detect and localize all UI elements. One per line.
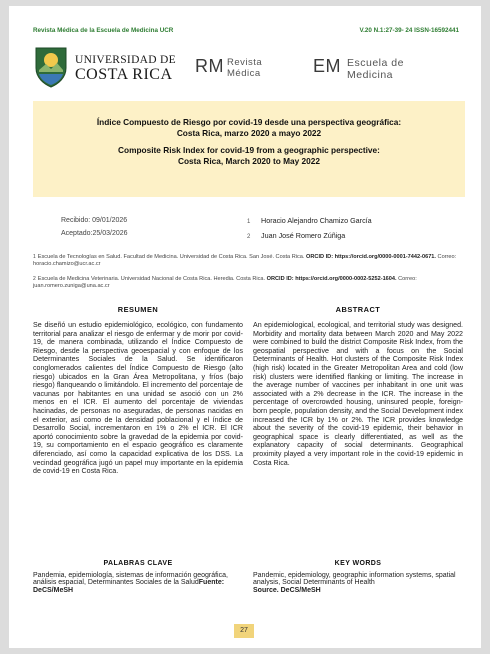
affiliation-orcid[interactable]: ORCID ID: https://orcid.org/0000-0002-5252-1604. xyxy=(266,276,397,282)
author-item xyxy=(247,229,372,244)
resumen-section xyxy=(33,305,243,476)
keywords-body: Pandemic, epidemiology, geographic information systems, spatial analysis, Social Determinants of Health xyxy=(253,572,456,587)
affiliation-email[interactable]: Correo: horacio.chamizo@ucr.ac.cr xyxy=(33,254,457,268)
page-number: 27 xyxy=(234,624,254,638)
title-band xyxy=(33,101,465,197)
journal-citation: V.20 N.1:27-39- 24 ISSN-16592441 xyxy=(359,27,459,34)
palabras-clave-section xyxy=(33,560,243,594)
submission-dates xyxy=(61,214,128,240)
journal-name: Revista Médica de la Escuela de Medicina UCR xyxy=(33,27,174,34)
palabras-clave-text: Pandemia, epidemiología, sistemas de información geográfica, análisis espacial, Determinantes Sociales de la Salud xyxy=(33,572,228,587)
escuela-medicina-logo xyxy=(313,56,423,88)
author-number: 2 xyxy=(247,234,251,240)
ucr-logo-line1: UNIVERSIDAD DE xyxy=(75,54,176,66)
affiliation-email[interactable]: Correo: juan.romero.zuniga@una.ac.cr xyxy=(33,276,417,290)
title-en-line1: Composite Risk Index for covid-19 from a geographic perspective: xyxy=(118,145,380,155)
title-es-line2: Costa Rica, marzo 2020 a mayo 2022 xyxy=(176,128,322,138)
received-date: Recibido: 09/01/2026 xyxy=(61,217,128,224)
keywords-section xyxy=(253,560,463,594)
resumen-heading: RESUMEN xyxy=(117,305,159,314)
palabras-clave-source: Fuente: DeCS/MeSH xyxy=(33,579,225,594)
keywords-source: Source. DeCS/MeSH xyxy=(253,586,321,594)
affiliation-1 xyxy=(33,254,465,269)
title-spanish xyxy=(33,117,465,139)
article-page xyxy=(9,6,481,648)
author-number: 1 xyxy=(247,219,251,225)
keywords-heading: KEY WORDS xyxy=(334,560,382,567)
title-english xyxy=(33,145,465,167)
em-line1: Escuela de xyxy=(347,57,404,69)
abstract-section xyxy=(253,305,463,467)
affiliation-text: Escuela de Tecnologías en Salud. Facultad de Medicina. Universidad de Costa Rica. San José. Costa Rica. xyxy=(37,254,305,260)
palabras-clave-heading: PALABRAS CLAVE xyxy=(103,560,173,567)
rm-line2: Médica xyxy=(227,68,261,79)
abstract-body: An epidemiological, ecological, and territorial study was designed. Morbidity and mortality data between March 2020 and May 2022 were combined to build the district Composite Risk Index, from the geospatial perspective and with a focus on the Social Determinants of Health. Hot clusters of the Composite Risk Index (high risk) located in the Greater Metropolitan Area and cold (low risk) clusters were identified flanking or limiting. The increase in the average number of vaccines per inhabitant in one unit was associated with a 2% decrease in the ICR. The increase in the percentage of overcrowded housing, uninsured people, foreign-born people, population density, and the Social Development index increased the ICR by 1% or 2%. The ICR provides knowledge about the severity of the covid-19 epidemic, their behavior in geographical space is clearly differentiated, as well as the explanatory capacity of social determinants. Geographical proximity played a very important role in the covid-19 epidemic in Costa Rica. xyxy=(253,321,463,467)
affiliation-orcid[interactable]: ORCID ID: https://orcid.org/0000-0001-7442-0671. xyxy=(306,254,436,260)
affiliation-2 xyxy=(33,276,465,291)
em-abbreviation: EM xyxy=(313,56,341,76)
title-en-line2: Costa Rica, March 2020 to May 2022 xyxy=(177,156,321,166)
ucr-shield-icon xyxy=(33,46,69,88)
rm-abbreviation: RM xyxy=(195,56,224,76)
author-name: Juan José Romero Zúñiga xyxy=(261,231,346,240)
accepted-date: Aceptado:25/03/2026 xyxy=(61,230,128,237)
palabras-clave-body xyxy=(33,572,243,594)
revista-medica-logo xyxy=(195,56,285,88)
rm-line1: Revista xyxy=(227,57,263,68)
resumen-body: Se diseñó un estudio epidemiológico, ecológico, con fundamento territorial para analizar el riesgo de enfermar y de morir por covid-19, de manera combinada, utilizando el Índice Compuesto de Riesgo, desde la perspectiva geoespacial y con enfoque de los Determinantes Sociales de la Salud. Se identificaron conglomerados calientes del Índice Compuesto de Riesgo (alto riesgo) ubicados en la Gran Área Metropolitana, y fríos (bajo riesgo) flanqueando o limitándolo. El incremento del porcentaje de vacunas por habitantes en una unidad se asoció con un 2% menos en el ICR. El aumento del porcentaje de viviendas hacinadas, de personas no aseguradas, de personas nacidas en el exterior, así como de la densidad poblacional y el índice de Desarrollo Social, incrementaron en 1% o 2% el ICR. El ICR aportó conocimiento sobre la gravedad de la epidemia por covid-19, su comportamiento en el espacio geográfico es claramente diferenciado, así como la capacidad explicativa de los DSS. La vecindad geográfica jugó un papel muy importante en la epidemia de covid-19 en Costa Rica. xyxy=(33,321,243,476)
em-line2: Medicina xyxy=(347,69,394,81)
author-name: Horacio Alejandro Chamizo García xyxy=(261,216,372,225)
ucr-logo-line2: COSTA RICA xyxy=(75,66,173,83)
title-es-line1: Índice Compuesto de Riesgo por covid-19 desde una perspectiva geográfica: xyxy=(96,117,402,127)
affiliation-number: 2 xyxy=(33,276,36,282)
ucr-logo xyxy=(33,46,183,90)
affiliation-number: 1 xyxy=(33,254,36,260)
abstract-heading: ABSTRACT xyxy=(335,305,381,314)
author-item xyxy=(247,214,372,229)
affiliation-text: Escuela de Medicina Veterinaria. Universidad Nacional de Costa Rica. Heredia. Costa Rica. xyxy=(37,276,266,282)
author-list xyxy=(247,214,372,244)
